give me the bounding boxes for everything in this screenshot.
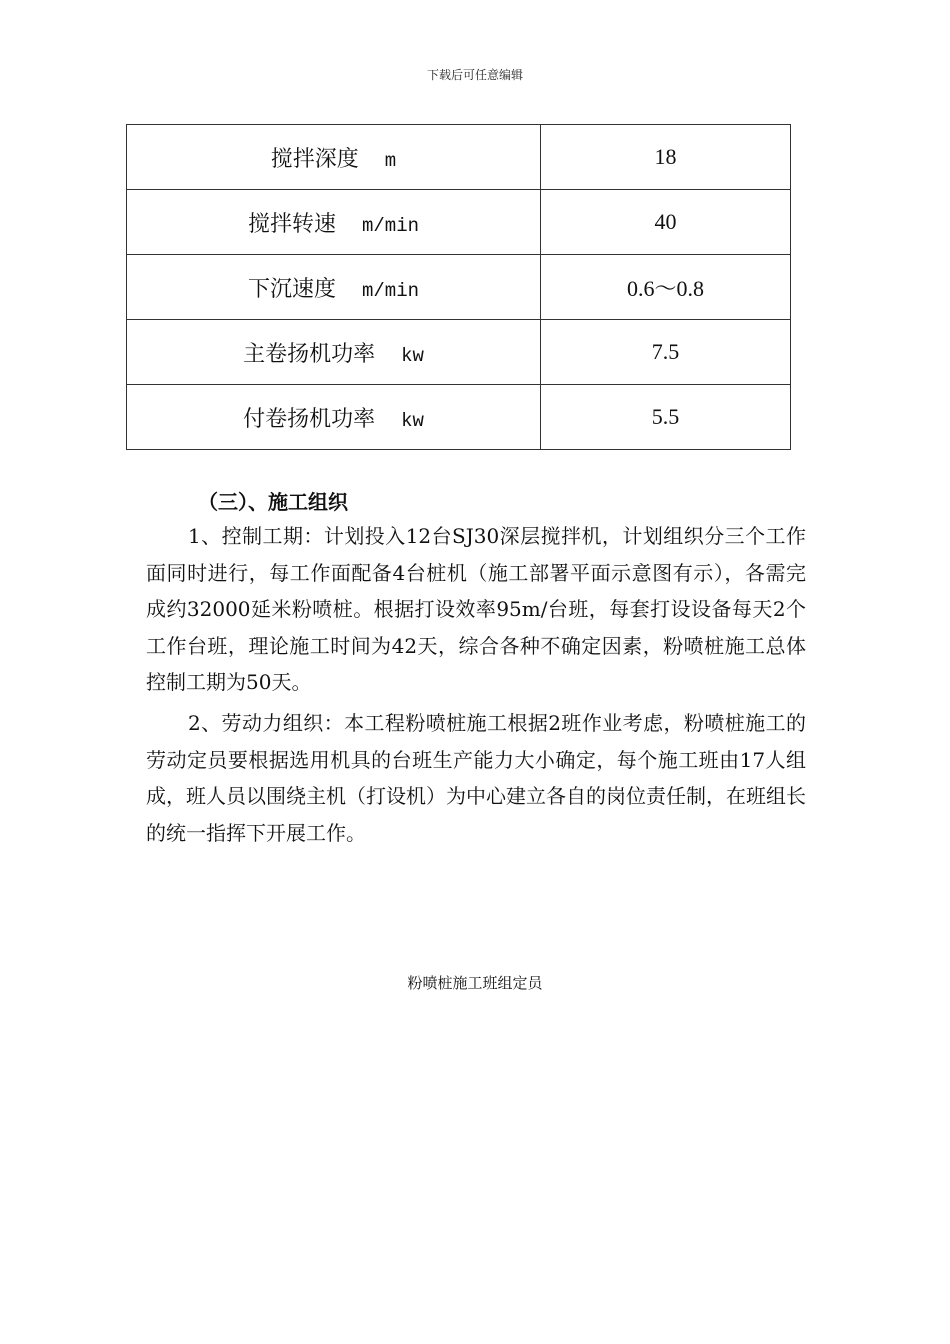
spec-name: 主卷扬机功率 [243,341,376,367]
spec-unit: kw [401,409,424,432]
spec-unit: m/min [362,279,420,302]
table-row [127,320,791,385]
spec-unit: m [384,149,397,172]
equipment-spec-table [126,124,791,450]
spec-unit: kw [401,344,424,367]
spec-name: 付卷扬机功率 [243,406,376,432]
spec-name-cell [127,320,541,385]
spec-name: 下沉速度 [247,276,336,302]
spec-value: 7.5 [541,320,791,385]
page-header-note: 下载后可任意编辑 [426,68,523,82]
spec-value: 40 [541,190,791,255]
table-row [127,255,791,320]
spec-name-cell [127,255,541,320]
spec-unit: m/min [362,214,420,237]
spec-value: 5.5 [541,385,791,450]
spec-name-cell [127,190,541,255]
spec-name: 搅拌转速 [247,211,336,237]
table-row [127,125,791,190]
paragraph-schedule: 1、控制工期：计划投入12台SJ30深层搅拌机，计划组织分三个工作面同时进行，每工作面配备4台桩机（施工部署平面示意图有示），各需完成约32000延米粉喷桩。根据打设效率95m/台班，每套打设设备每天2个工作台班，理论施工时间为42天，综合各种不确定因素，粉喷桩施工总体控制工期为50天。 [146,524,806,695]
spec-name: 搅拌深度 [270,146,359,172]
spec-value: 18 [541,125,791,190]
table-caption: 粉喷桩施工班组定员 [407,974,543,992]
paragraph-labor: 2、劳动力组织：本工程粉喷桩施工根据2班作业考虑，粉喷桩施工的劳动定员要根据选用机具的台班生产能力大小确定，每个施工班由17人组成，班人员以围绕主机（打设机）为中心建立各自的岗位责任制，在班组长的统一指挥下开展工作。 [146,711,806,845]
spec-name-cell [127,125,541,190]
table-row [127,385,791,450]
table-row [127,190,791,255]
spec-name-cell [127,385,541,450]
section-heading: （三）、施工组织 [198,490,348,514]
spec-value: 0.6～0.8 [541,255,791,320]
